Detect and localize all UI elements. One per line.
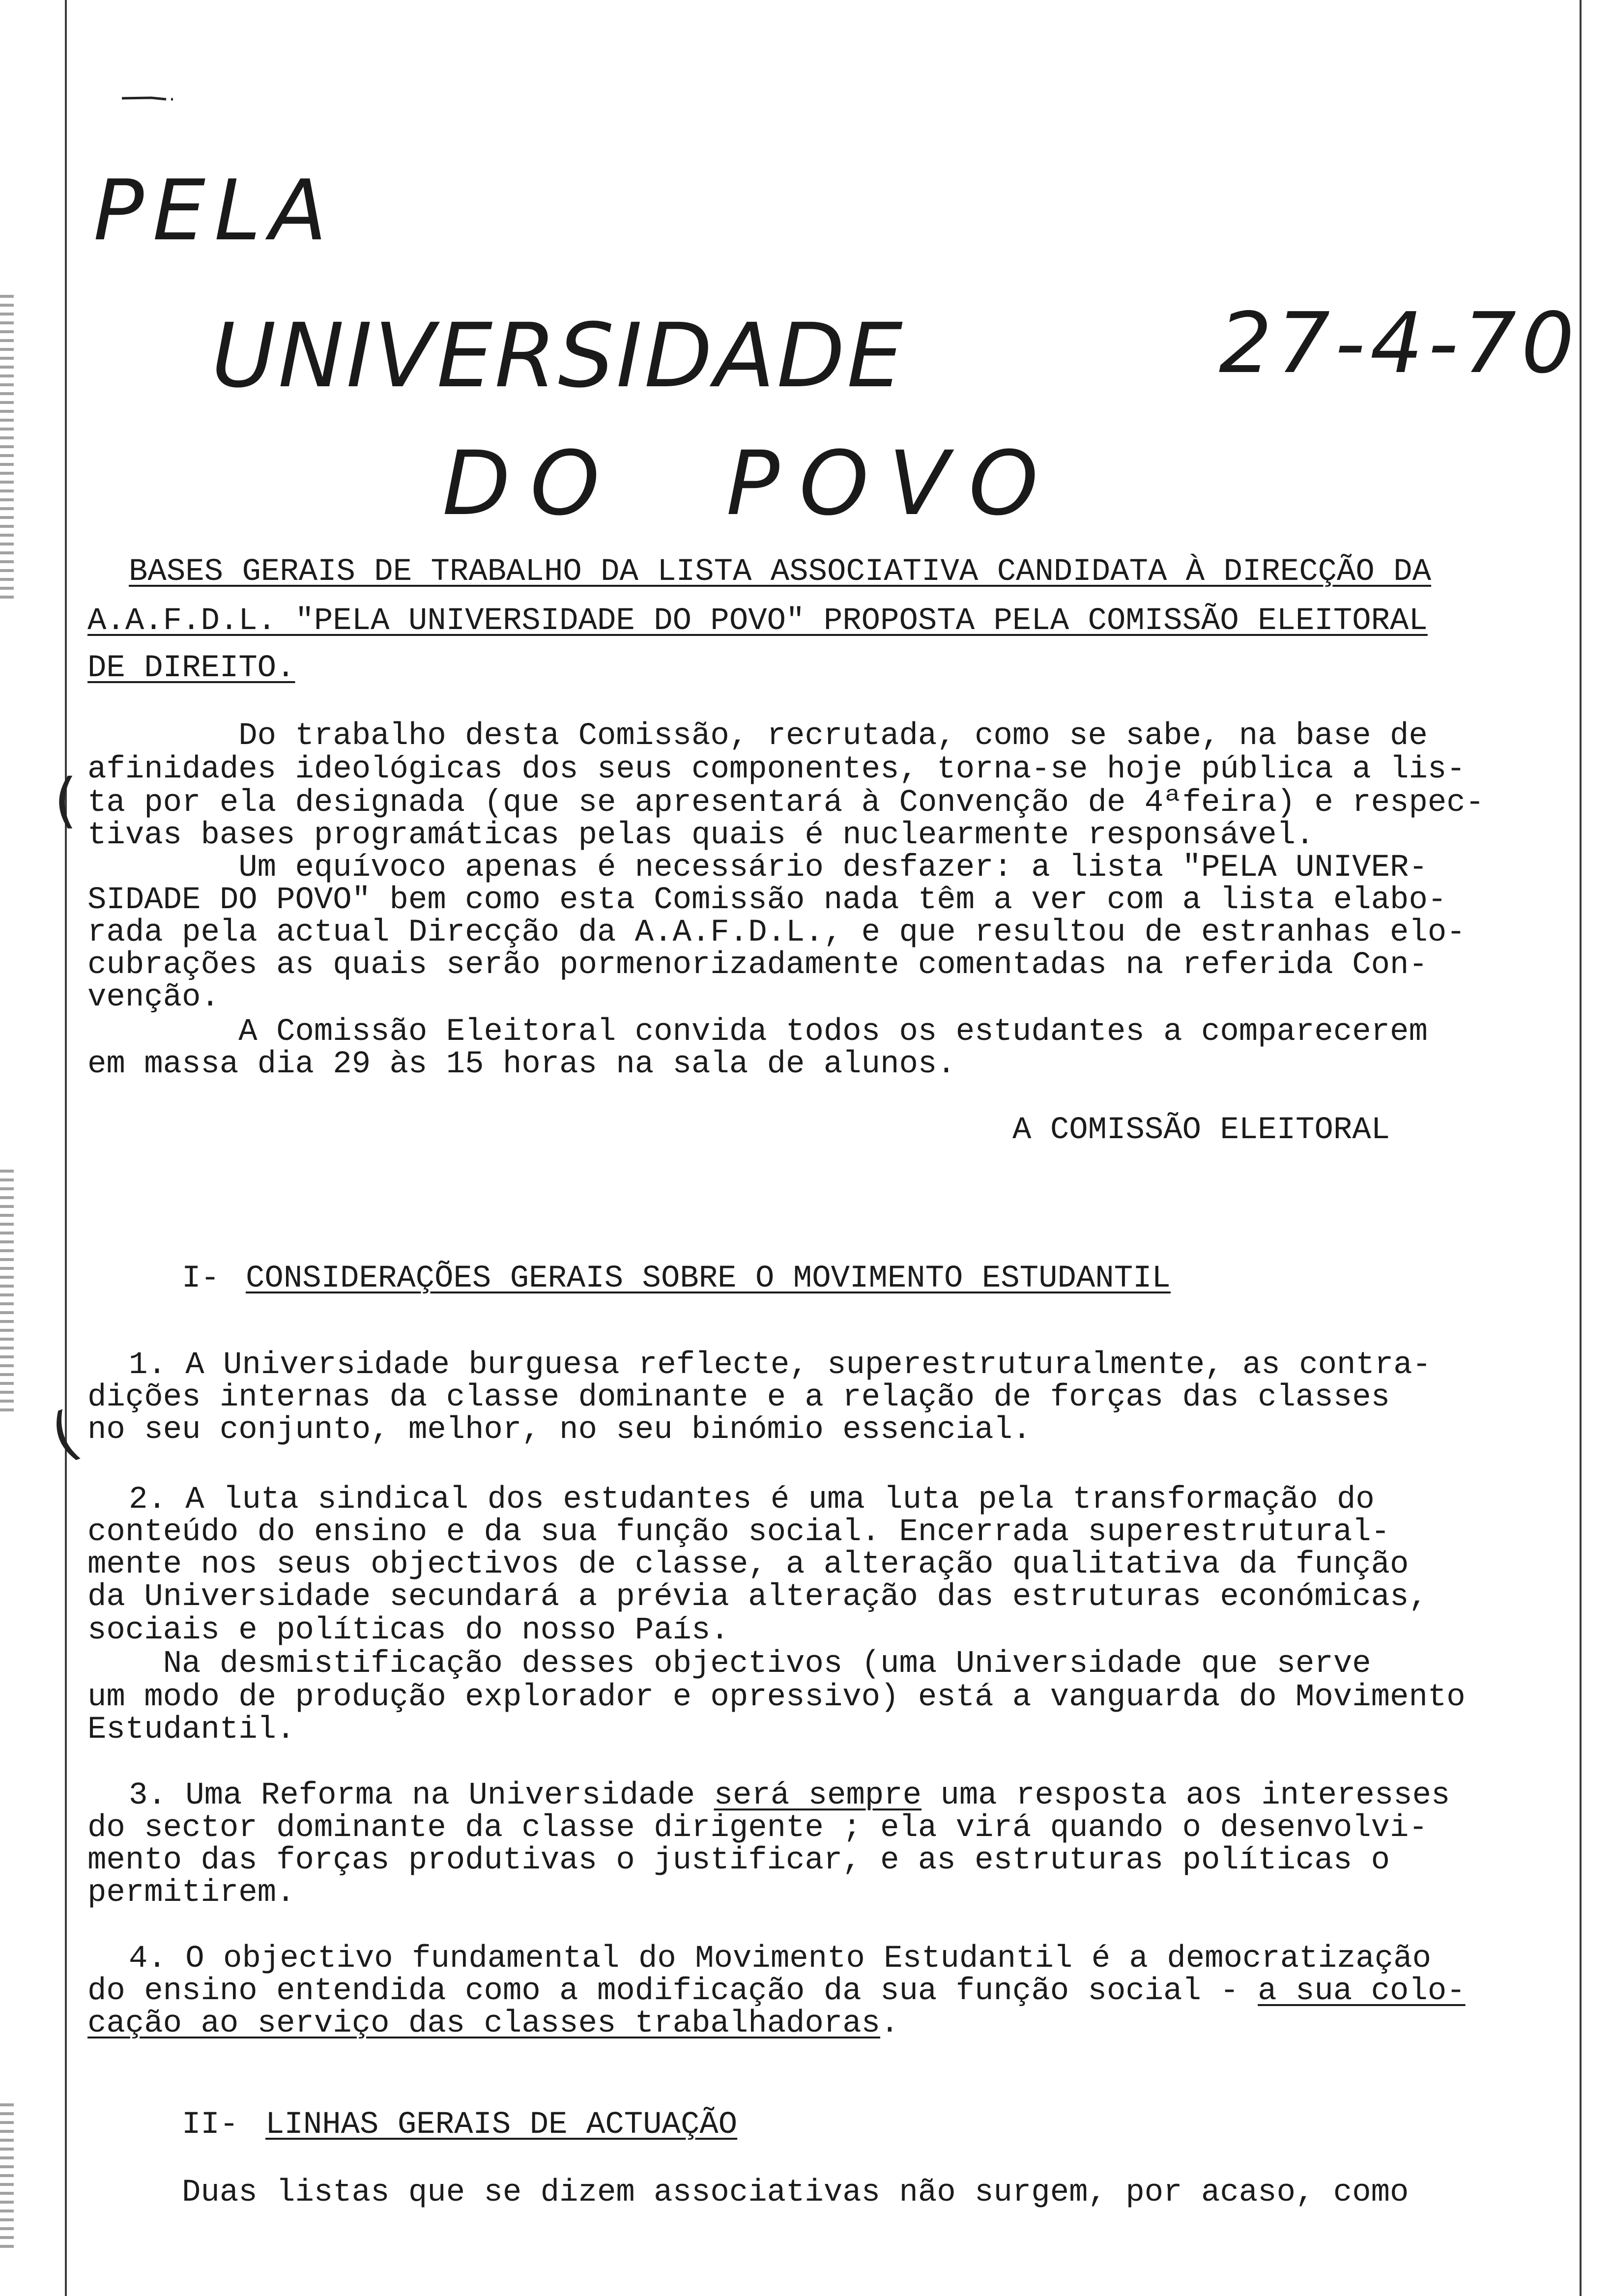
intro-line: A Comissão Eleitoral convida todos os estudantes a comparecerem	[87, 1014, 1428, 1050]
pen-bracket-mark: (	[54, 767, 77, 835]
intro-line: venção.	[87, 980, 220, 1015]
right-margin-line	[1580, 0, 1582, 2296]
section-1-title: CONSIDERAÇÕES GERAIS SOBRE O MOVIMENTO ESTUDANTIL	[246, 1261, 1171, 1296]
intro-line: tivas bases programáticas pelas quais é nuclearmente responsável.	[87, 818, 1315, 853]
item-3-text: uma resposta aos interesses	[921, 1778, 1450, 1813]
pen-dash-mark	[122, 96, 181, 101]
section-2-title: LINHAS GERAIS DE ACTUAÇÃO	[265, 2107, 738, 2143]
item-1-line: dições internas da classe dominante e a relação de forças das classes	[87, 1380, 1390, 1415]
item-1-line: 1. A Universidade burguesa reflecte, superestruturalmente, as contra-	[129, 1348, 1432, 1383]
final-line: Duas listas que se dizem associativas não surgem, por acaso, como	[182, 2175, 1409, 2210]
section-1-number: I-	[182, 1261, 220, 1296]
scan-edge-marks	[0, 295, 14, 600]
scan-edge-marks	[0, 1170, 14, 1415]
header-line-1: BASES GERAIS DE TRABALHO DA LISTA ASSOCIATIVA CANDIDATA À DIRECÇÃO DA	[129, 554, 1432, 590]
item-2-line: da Universidade secundará a prévia alteração das estruturas económicas,	[87, 1579, 1428, 1615]
item-4-emphasis: cação ao serviço das classes trabalhadoras	[87, 2006, 881, 2041]
scan-edge-marks	[0, 2103, 14, 2251]
handwritten-title-universidade: UNIVERSIDADE	[211, 305, 905, 407]
item-4-text: do ensino entendida como a modificação da sua função social -	[87, 1974, 1258, 2009]
item-2-line: Estudantil.	[87, 1712, 295, 1748]
item-4-text: .	[880, 2006, 899, 2041]
item-4-line	[87, 1974, 1466, 2009]
left-margin-line	[65, 0, 67, 2296]
signature: A COMISSÃO ELEITORAL	[1012, 1113, 1390, 1148]
item-2-line: 2. A luta sindical dos estudantes é uma luta pela transformação do	[129, 1482, 1375, 1518]
item-3-line: mento das forças produtivas o justificar, e as estruturas políticas o	[87, 1843, 1390, 1878]
item-2-line: sociais e políticas do nosso País.	[87, 1613, 729, 1648]
intro-line: Do trabalho desta Comissão, recrutada, como se sabe, na base de	[87, 718, 1428, 754]
header-line-2: A.A.F.D.L. "PELA UNIVERSIDADE DO POVO" PROPOSTA PELA COMISSÃO ELEITORAL	[87, 603, 1428, 639]
item-2-line: Na desmistificação desses objectivos (uma Universidade que serve	[87, 1646, 1371, 1682]
handwritten-date: 27-4-70	[1219, 295, 1580, 392]
pen-bracket-mark: (	[42, 1399, 87, 1471]
intro-line: afinidades ideológicas dos seus componentes, torna-se hoje pública a lis-	[87, 752, 1466, 787]
item-2-line: conteúdo do ensino e da sua função social. Encerrada superestrutural-	[87, 1515, 1390, 1550]
item-2-line: mente nos seus objectivos de classe, a alteração qualitativa da função	[87, 1547, 1409, 1582]
item-1-line: no seu conjunto, melhor, no seu binómio essencial.	[87, 1412, 1032, 1448]
item-3-line	[129, 1778, 1450, 1813]
intro-line: cubrações as quais serão pormenorizadamente comentadas na referida Con-	[87, 947, 1428, 983]
handwritten-title-pela: PELA	[93, 162, 336, 259]
item-3-emphasis: será sempre	[714, 1778, 922, 1813]
intro-line: rada pela actual Direcção da A.A.F.D.L., e que resultou de estranhas elo-	[87, 915, 1466, 950]
handwritten-title-do-povo: DO POVO	[442, 432, 1058, 535]
item-3-line: permitirem.	[87, 1875, 295, 1911]
item-3-text: 3. Uma Reforma na Universidade	[129, 1778, 714, 1813]
intro-line: Um equívoco apenas é necessário desfazer: a lista "PELA UNIVER-	[87, 850, 1428, 886]
item-3-line: do sector dominante da classe dirigente ; ela virá quando o desenvolvi-	[87, 1810, 1428, 1846]
item-2-line: um modo de produção explorador e opressivo) está a vanguarda do Movimento	[87, 1680, 1466, 1715]
section-2-number: II-	[182, 2107, 239, 2143]
item-4-line: 4. O objectivo fundamental do Movimento Estudantil é a democratização	[129, 1941, 1432, 1977]
item-4-line	[87, 2006, 899, 2041]
intro-line: ta por ela designada (que se apresentará à Convenção de 4ªfeira) e respec-	[87, 785, 1485, 821]
header-line-3: DE DIREITO.	[87, 651, 295, 686]
intro-line: em massa dia 29 às 15 horas na sala de alunos.	[87, 1047, 956, 1082]
intro-line: SIDADE DO POVO" bem como esta Comissão nada têm a ver com a lista elabo-	[87, 883, 1447, 918]
item-4-emphasis: a sua colo-	[1258, 1974, 1466, 2009]
